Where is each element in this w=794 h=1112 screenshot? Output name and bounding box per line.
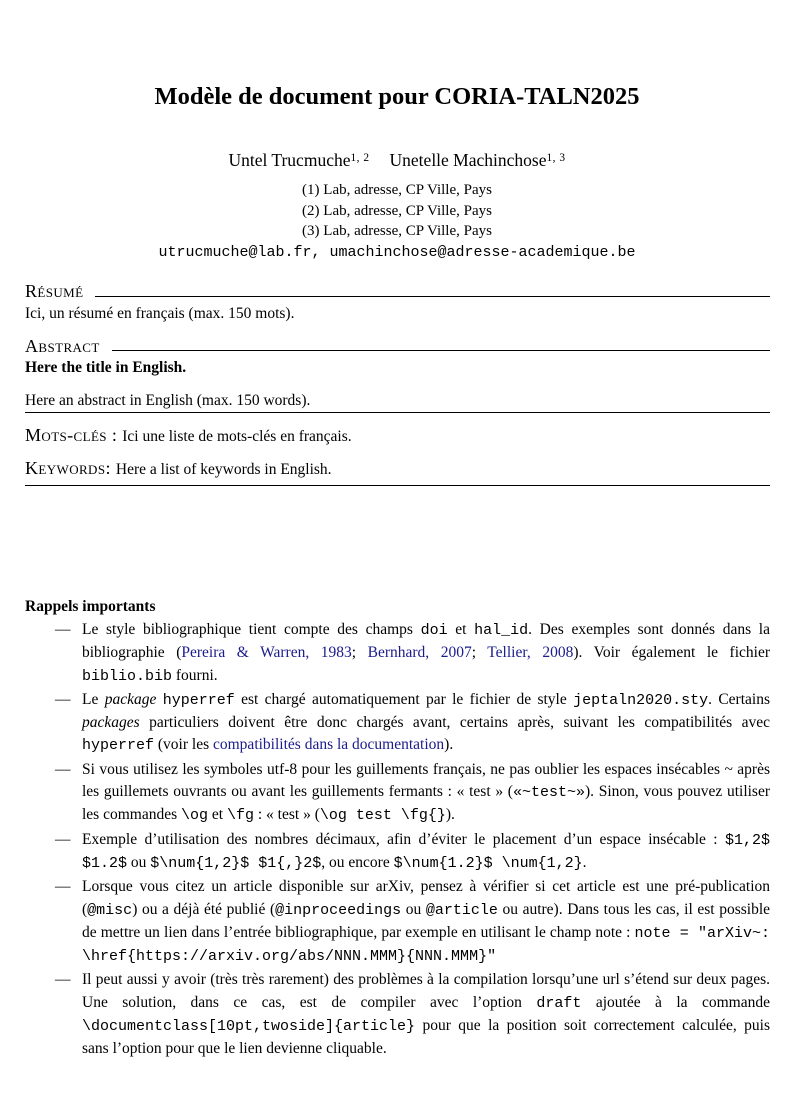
motscles-text: Ici une liste de mots-clés en français. [122,428,352,446]
item-dash: — [55,760,71,778]
abstract-divider [112,350,770,351]
italic-text: package [104,690,157,708]
resume-text: Ici, un résumé en français (max. 150 mots). [25,304,295,322]
text-run: . [582,853,587,871]
inline-code: \og test \fg{} [319,807,446,825]
resume-label: Résumé [25,281,84,301]
item-text [82,831,770,871]
list-item [25,969,770,1060]
item-text [82,691,770,754]
inline-code: @inproceedings [275,901,402,919]
text-run: : « test » ( [253,806,320,824]
text-run: est chargé automatiquement par le fichier de style [234,690,574,708]
text-run: Lorsque vous citez un article disponible sur arXiv, pensez à vérifier si cet article est une pré-publication ( [82,878,770,918]
inline-code: hal_id [474,622,529,639]
text-run: (voir les [154,736,213,754]
inline-code: hyperref [82,737,155,755]
author-superscript: 1, 2 [350,151,370,164]
text-run: et [447,621,475,638]
text-run: fourni. [172,666,218,684]
inline-code: \fg [226,807,254,825]
rappels-heading: Rappels importants [25,598,156,615]
inline-code: @misc [87,901,133,919]
paper-title: Modèle de document pour CORIA-TALN2025 [154,83,640,110]
inline-code: $1,2$ $1.2$ [82,831,770,872]
affiliations [0,180,794,242]
inline-code: $\num{1.2}$ \num{1,2} [393,854,583,872]
text-run: . Des exemples sont donnés dans la bibliographie ( [82,621,770,662]
text-run: pour que la position soit correctement calculée, puis sans l’option pour que le lien devienne cliquable. [82,1017,770,1058]
text-run: ou [127,853,151,871]
item-dash: — [55,621,71,638]
inline-code: \documentclass[10pt,twoside]{article} [82,1018,416,1036]
author-emails: utrucmuche@lab.fr, umachinchose@adresse-academique.be [158,244,636,261]
abstract-block [25,281,770,486]
english-abstract: Here an abstract in English (max. 150 words). [25,392,770,413]
text-run: Si vous utilisez les symboles utf-8 pour les guillements français, ne pas oublier les espaces insécables ~ après les guillemets ouvrants ou avant les guillements fermants : « test » ( [82,760,770,801]
text-run: . Certains [708,690,770,708]
keywords-text: Here a list of keywords in English. [115,461,332,479]
inline-code: «~test~» [512,784,585,802]
affiliation-line: (1) Lab, adresse, CP Ville, Pays [302,182,492,198]
text-run: ). Voir également le fichier [573,644,770,662]
hyperlink[interactable]: compatibilités dans la documentation [213,736,445,754]
item-text [82,761,770,824]
inline-code: biblio.bib [82,667,173,685]
list-item [25,829,770,876]
rappels-section [25,598,770,1061]
resume-label-row [25,281,770,302]
italic-text: packages [82,714,140,732]
item-text [82,621,770,684]
affiliation-line: (3) Lab, adresse, CP Ville, Pays [302,223,492,239]
text-run: , ou encore [321,853,394,871]
item-dash: — [55,971,71,989]
text-run: ; [471,644,488,662]
text-run: ). Sinon, vous pouvez utiliser les commandes [82,783,771,824]
text-run: Exemple d’utilisation des nombres décimaux, afin d’éviter le placement d’un espace insécable : [82,830,725,848]
english-title: Here the title in English. [25,359,187,377]
citation-link[interactable]: Tellier, 2008 [487,644,574,662]
inline-code: @article [425,901,498,919]
inline-code: doi [420,622,448,639]
motscles-line [25,425,770,446]
inline-code: \og [181,807,209,825]
inline-code: jeptaln2020.sty [573,691,709,709]
inline-code: draft [536,994,582,1012]
item-text [82,878,770,964]
resume-divider [95,296,770,297]
affiliation-line: (2) Lab, adresse, CP Ville, Pays [302,202,492,219]
citation-link[interactable]: Bernhard, 2007 [367,644,472,662]
author-superscript: 1, 3 [546,151,566,164]
list-item [25,759,770,828]
keywords-line [25,458,770,486]
text-run: ). [444,736,454,754]
list-item [25,689,770,758]
text-run: Untel Trucmuche [228,150,351,170]
text-run: Unetelle Machinchose [389,150,547,170]
text-run: ). [445,806,455,824]
text-run: Le [82,690,105,708]
inline-code: $\num{1,2}$ $1{,}2$ [150,854,322,872]
inline-code: hyperref [162,691,235,709]
inline-code: note = "arXiv~: \href{https://arxiv.org/abs/NNN.MMM}{NNN.MMM}" [82,924,770,966]
text-run: ) ou a déjà été publié ( [132,900,276,918]
text-run: Le style bibliographique tient compte des champs [82,621,421,638]
item-dash: — [55,878,71,896]
item-dash: — [55,690,71,708]
text-run: Il peut aussi y avoir (très très rarement) des problèmes à la compilation lorsqu’une url s’étend sur deux pages. Une solution, dans ce cas, est de compiler avec l’option [82,971,770,1011]
text-run: et [208,806,227,824]
citation-link[interactable]: Pereira & Warren, 1983 [181,644,352,662]
abstract-label-row [25,336,770,357]
text-run: particuliers doivent être donc chargés avant, certains après, suivant les compatibilités avec [139,714,770,732]
motscles-label: Mots-clés : [25,425,118,446]
text-run: ou [401,900,426,918]
authors-line [0,150,794,171]
list-item [25,619,770,688]
abstract-label: Abstract [25,335,100,356]
list-item [25,876,770,968]
text-run: ou autre). Dans tous les cas, il est possible de mettre un lien dans l’entrée bibliographique, par exemple en utilisant le champ note : [82,900,771,941]
item-text [82,971,770,1057]
text-run: ; [351,644,368,662]
item-dash: — [55,830,71,848]
keywords-label: Keywords: [25,458,111,479]
text-run: ajoutée à la commande [581,993,770,1011]
